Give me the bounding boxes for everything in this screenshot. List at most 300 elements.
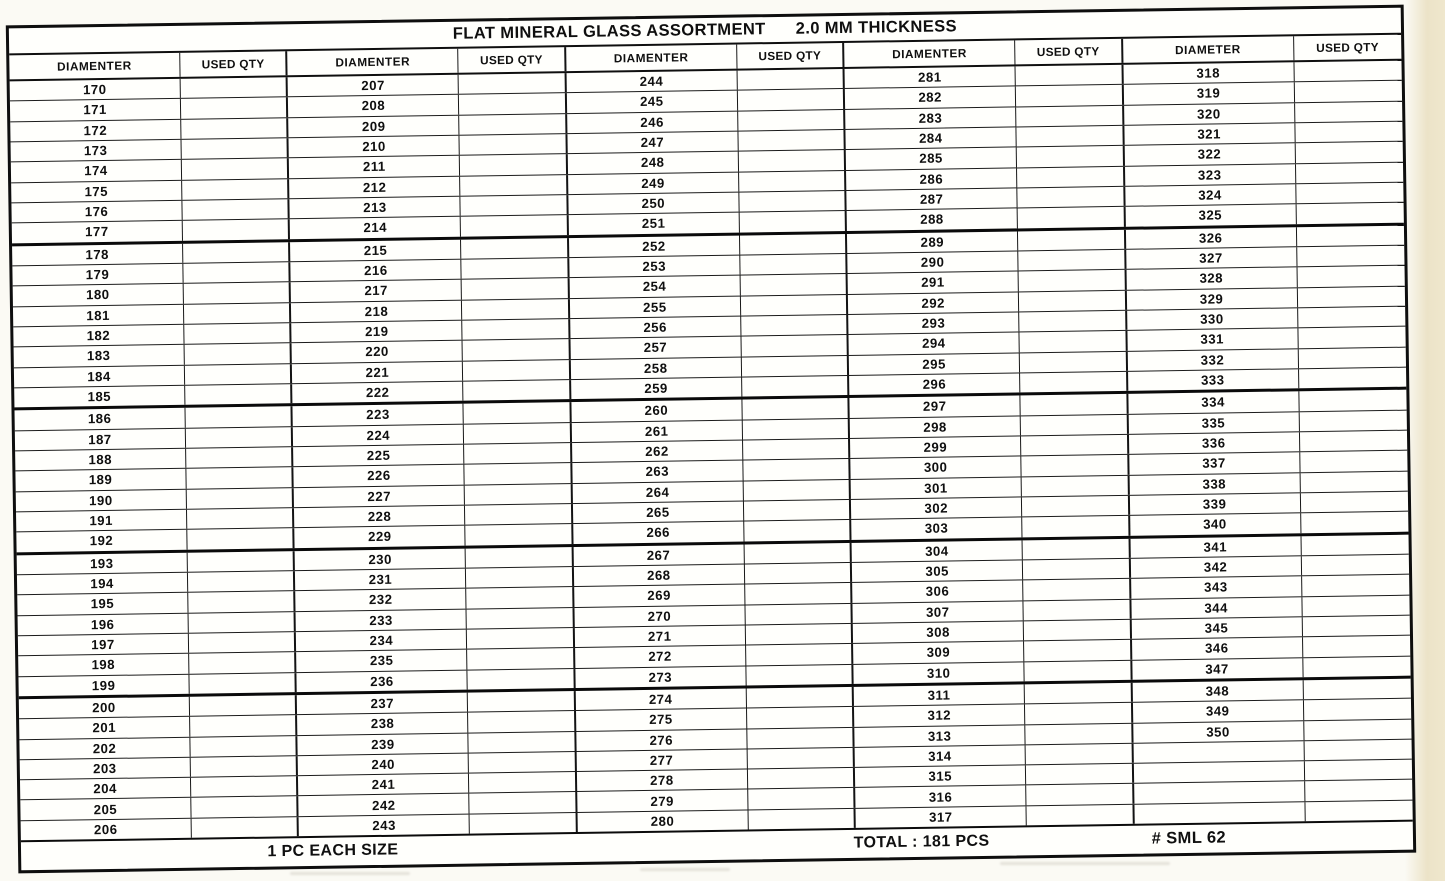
used-qty-cell — [742, 376, 850, 397]
diameter-cell: 346 — [1132, 637, 1303, 659]
diameter-cell: 333 — [1128, 369, 1299, 391]
diameter-cell: 323 — [1125, 164, 1296, 186]
diameter-cell: 207 — [288, 75, 459, 97]
diameter-cell: 193 — [17, 552, 188, 574]
used-qty-cell — [1027, 805, 1135, 826]
used-qty-cell — [1304, 760, 1412, 781]
diameter-cell: 175 — [11, 180, 182, 202]
diameter-cell: 196 — [18, 613, 189, 635]
used-qty-cell — [1300, 451, 1408, 472]
diameter-cell: 194 — [17, 573, 188, 595]
used-qty-cell — [1024, 620, 1132, 641]
used-qty-cell — [745, 603, 853, 624]
used-qty-cell — [464, 402, 572, 423]
diameter-cell: 347 — [1132, 658, 1303, 680]
diameter-cell: 308 — [853, 621, 1024, 643]
diameter-cell: 331 — [1127, 329, 1298, 351]
used-qty-cell — [182, 179, 290, 200]
used-qty-cell — [1301, 555, 1409, 576]
used-qty-cell — [460, 114, 568, 135]
diameter-cell: 344 — [1131, 597, 1302, 619]
used-qty-cell — [190, 695, 298, 716]
used-qty-cell — [188, 551, 296, 572]
used-qty-cell — [738, 130, 846, 151]
diameter-cell: 172 — [10, 119, 181, 141]
used-qty-cell — [1304, 719, 1412, 740]
diameter-cell: 218 — [291, 300, 462, 322]
used-qty-cell — [1300, 492, 1408, 513]
used-qty-cell — [1019, 311, 1127, 332]
used-qty-cell — [743, 439, 851, 460]
diameter-cell: 279 — [577, 790, 748, 812]
used-qty-cell — [460, 154, 568, 175]
used-qty-cell — [461, 195, 569, 216]
used-qty-cell — [469, 772, 577, 793]
assortment-sheet — [6, 5, 1416, 874]
used-qty-cell — [468, 711, 576, 732]
diameter-cell: 315 — [855, 766, 1026, 788]
diameter-cell: 270 — [574, 605, 745, 627]
used-qty-cell — [181, 118, 289, 139]
used-qty-cell — [1026, 784, 1134, 805]
diameter-cell: 242 — [299, 794, 470, 816]
diameter-cell: 288 — [847, 209, 1018, 231]
diameter-cell: 260 — [571, 400, 742, 422]
used-qty-cell — [748, 768, 856, 789]
diameter-cell: 248 — [568, 152, 739, 174]
used-qty-cell — [744, 542, 852, 563]
used-qty-cell — [747, 727, 855, 748]
diameter-cell: 310 — [854, 662, 1025, 684]
used-qty-cell — [466, 547, 574, 568]
diameter-cell: 273 — [575, 666, 746, 688]
used-qty-cell — [1302, 616, 1410, 637]
used-qty-cell — [468, 669, 576, 690]
used-qty-cell — [737, 69, 845, 90]
used-qty-cell — [1016, 85, 1124, 106]
used-qty-cell — [462, 299, 570, 320]
diameter-cell: 322 — [1124, 144, 1295, 166]
footer-each-size: 1 PC EACH SIZE — [267, 841, 399, 861]
used-qty-cell — [189, 632, 297, 653]
used-qty-cell — [467, 587, 575, 608]
diameter-cell: 350 — [1133, 721, 1304, 743]
used-qty-cell — [1296, 183, 1404, 204]
diameter-cell: 321 — [1124, 123, 1295, 145]
diameter-cell: 237 — [297, 692, 468, 714]
diameter-cell: 240 — [298, 753, 469, 775]
diameter-cell: 332 — [1127, 349, 1298, 371]
diameter-cell: 200 — [19, 697, 190, 719]
used-qty-cell — [465, 504, 573, 525]
diameter-cell: 311 — [854, 684, 1025, 706]
used-qty-cell — [746, 624, 854, 645]
diameter-cell: 197 — [18, 634, 189, 656]
diameter-cell: 230 — [295, 548, 466, 570]
used-qty-cell — [1295, 122, 1403, 143]
used-qty-cell — [1304, 699, 1412, 720]
diameter-cell: 227 — [294, 485, 465, 507]
diameter-cell: 262 — [572, 440, 743, 462]
diameter-cell: 319 — [1123, 83, 1294, 105]
diameter-cell: 195 — [17, 593, 188, 615]
header-diameter-2: DIAMENTER — [288, 49, 459, 76]
used-qty-cell — [1021, 394, 1129, 415]
diameter-cell: 256 — [570, 316, 741, 338]
used-qty-cell — [1298, 307, 1406, 328]
diameter-cell: 178 — [12, 243, 183, 265]
diameter-cell: 258 — [571, 357, 742, 379]
used-qty-cell — [1301, 512, 1409, 533]
used-qty-cell — [188, 591, 296, 612]
diameter-cell: 301 — [851, 477, 1022, 499]
used-qty-cell — [462, 258, 570, 279]
used-qty-cell — [464, 380, 572, 401]
diameter-cell: 284 — [846, 127, 1017, 149]
diameter-cell: 282 — [845, 87, 1016, 109]
used-qty-cell — [746, 664, 854, 685]
diameter-cell: 224 — [293, 424, 464, 446]
used-qty-cell — [1298, 327, 1406, 348]
used-qty-cell — [1297, 266, 1405, 287]
diameter-cell: 278 — [577, 770, 748, 792]
diameter-cell: 257 — [570, 337, 741, 359]
used-qty-cell — [1025, 660, 1133, 681]
diameter-cell: 325 — [1125, 205, 1296, 227]
used-qty-cell — [190, 715, 298, 736]
used-qty-cell — [1297, 286, 1405, 307]
used-qty-cell — [187, 488, 295, 509]
diameter-cell: 349 — [1133, 700, 1304, 722]
diameter-cell: 283 — [845, 107, 1016, 129]
diameter-cell: 327 — [1126, 247, 1297, 269]
diameter-cell: 245 — [567, 91, 738, 113]
used-qty-cell — [1301, 534, 1409, 555]
used-qty-cell — [745, 563, 853, 584]
used-qty-cell — [1302, 575, 1410, 596]
used-qty-cell — [184, 282, 292, 303]
used-qty-cell — [459, 73, 567, 94]
diameter-cell: 210 — [289, 136, 460, 158]
diameter-cell: 252 — [569, 235, 740, 257]
used-qty-cell — [1296, 203, 1404, 224]
diameter-cell: 209 — [289, 115, 460, 137]
diameter-cell: 292 — [848, 292, 1019, 314]
used-qty-cell — [739, 171, 847, 192]
used-qty-cell — [1295, 101, 1403, 122]
used-qty-cell — [466, 524, 574, 545]
diameter-cell: 302 — [851, 497, 1022, 519]
diameter-cell: 199 — [18, 674, 189, 696]
used-qty-cell — [739, 211, 847, 232]
diameter-cell: 261 — [572, 420, 743, 442]
diameter-cell: 306 — [852, 581, 1023, 603]
diameter-cell: 233 — [296, 609, 467, 631]
diameter-cell: 221 — [292, 361, 463, 383]
used-qty-cell — [1022, 496, 1130, 517]
diameter-cell: 220 — [292, 341, 463, 363]
diameter-cell: 312 — [854, 705, 1025, 727]
diameter-cell: 341 — [1130, 536, 1301, 558]
used-qty-cell — [740, 234, 848, 255]
diameter-cell: 303 — [851, 518, 1022, 540]
used-qty-cell — [464, 423, 572, 444]
diameter-cell: 274 — [576, 688, 747, 710]
diameter-cell: 228 — [294, 506, 465, 528]
used-qty-cell — [468, 691, 576, 712]
used-qty-cell — [189, 612, 297, 633]
used-qty-cell — [746, 644, 854, 665]
used-qty-cell — [191, 776, 299, 797]
used-qty-cell — [741, 295, 849, 316]
diameter-cell: 223 — [293, 404, 464, 426]
diameter-cell: 211 — [289, 156, 460, 178]
diameter-cell: 300 — [851, 457, 1022, 479]
used-qty-cell — [743, 419, 851, 440]
diameter-cell: 304 — [852, 540, 1023, 562]
diameter-cell: 263 — [572, 461, 743, 483]
used-qty-cell — [468, 648, 576, 669]
used-qty-cell — [1016, 105, 1124, 126]
diameter-cell: 269 — [574, 585, 745, 607]
used-qty-cell — [747, 748, 855, 769]
diameter-cell: 186 — [15, 408, 186, 430]
used-qty-cell — [1023, 579, 1131, 600]
used-qty-cell — [743, 459, 851, 480]
used-qty-cell — [1019, 270, 1127, 291]
used-qty-cell — [192, 817, 300, 838]
used-qty-cell — [1017, 166, 1125, 187]
diameter-cell: 203 — [20, 758, 191, 780]
used-qty-cell — [465, 463, 573, 484]
diameter-cell: 317 — [856, 806, 1027, 828]
used-qty-cell — [464, 443, 572, 464]
diameter-cell: 184 — [14, 365, 185, 387]
diameter-cell: 320 — [1124, 103, 1295, 125]
diameter-cell: 342 — [1130, 556, 1301, 578]
footer-total: TOTAL : 181 PCS — [853, 832, 990, 852]
diameter-cell: 299 — [850, 436, 1021, 458]
title-thickness: 2.0 MM THICKNESS — [795, 17, 958, 38]
used-qty-cell — [1022, 516, 1130, 537]
diameter-cell: 264 — [572, 481, 743, 503]
used-qty-cell — [1017, 146, 1125, 167]
used-qty-cell — [1294, 61, 1402, 82]
diameter-cell: 324 — [1125, 184, 1296, 206]
diameter-cell: 314 — [855, 745, 1026, 767]
diameter-cell: 272 — [575, 646, 746, 668]
used-qty-cell — [1020, 351, 1128, 372]
diameter-cell: 219 — [292, 321, 463, 343]
scan-smudge — [640, 868, 730, 871]
used-qty-cell — [183, 220, 291, 241]
diameter-cell: 255 — [570, 296, 741, 318]
diameter-cell: 313 — [854, 725, 1025, 747]
diameter-cell: 205 — [20, 798, 191, 820]
diameter-cell: 265 — [573, 501, 744, 523]
used-qty-cell — [1297, 246, 1405, 267]
used-qty-cell — [463, 360, 571, 381]
diameter-cell: 171 — [10, 99, 181, 121]
used-qty-cell — [1025, 723, 1133, 744]
used-qty-cell — [191, 797, 299, 818]
used-qty-cell — [469, 732, 577, 753]
diameter-cell: 290 — [847, 251, 1018, 273]
diameter-cell: 188 — [15, 449, 186, 471]
diameter-cell: 190 — [16, 489, 187, 511]
diameter-cell: 231 — [295, 569, 466, 591]
diameter-cell: 276 — [576, 729, 747, 751]
diameter-cell: 222 — [293, 382, 464, 404]
diameter-cell: 307 — [853, 601, 1024, 623]
diameter-cell: 259 — [571, 377, 742, 399]
used-qty-cell — [185, 406, 293, 427]
used-qty-cell — [183, 242, 291, 263]
used-qty-cell — [187, 528, 295, 549]
used-qty-cell — [1021, 455, 1129, 476]
used-qty-cell — [183, 262, 291, 283]
diameter-cell: 246 — [567, 111, 738, 133]
used-qty-cell — [182, 159, 290, 180]
used-qty-cell — [467, 628, 575, 649]
diameter-cell: 243 — [299, 814, 470, 836]
diameter-cell: 251 — [568, 213, 739, 235]
used-qty-cell — [1023, 559, 1131, 580]
diameter-cell: 244 — [566, 71, 737, 93]
used-qty-cell — [181, 98, 289, 119]
diameter-cell: 239 — [298, 733, 469, 755]
diameter-cell: 339 — [1129, 493, 1300, 515]
diameter-cell: 234 — [296, 629, 467, 651]
footer-ref-number: # SML 62 — [1151, 828, 1227, 848]
diameter-cell: 285 — [846, 148, 1017, 170]
used-qty-cell — [1299, 368, 1407, 389]
used-qty-cell — [742, 356, 850, 377]
used-qty-cell — [1018, 187, 1126, 208]
diameter-cell: 295 — [849, 353, 1020, 375]
header-used-qty-3: USED QTY — [737, 43, 845, 69]
diameter-cell: 334 — [1128, 392, 1299, 414]
diameter-cell: 232 — [296, 589, 467, 611]
used-qty-cell — [748, 788, 856, 809]
used-qty-cell — [470, 813, 578, 834]
used-qty-cell — [459, 93, 567, 114]
diameter-cell: 275 — [576, 709, 747, 731]
used-qty-cell — [1304, 739, 1412, 760]
used-qty-cell — [1303, 678, 1411, 699]
used-qty-cell — [1300, 471, 1408, 492]
used-qty-cell — [1295, 142, 1403, 163]
diameter-cell: 330 — [1127, 308, 1298, 330]
diameter-cell: 316 — [855, 786, 1026, 808]
used-qty-cell — [469, 752, 577, 773]
used-qty-cell — [745, 583, 853, 604]
diameter-cell: 348 — [1132, 680, 1303, 702]
diameter-cell: 338 — [1129, 473, 1300, 495]
diameter-cell: 212 — [289, 176, 460, 198]
used-qty-cell — [185, 364, 293, 385]
diameter-cell: 174 — [11, 160, 182, 182]
used-qty-cell — [190, 736, 298, 757]
used-qty-cell — [1021, 414, 1129, 435]
used-qty-cell — [189, 673, 297, 694]
diameter-cell: 217 — [291, 280, 462, 302]
scan-smudge — [1000, 862, 1170, 865]
diameter-cell: 202 — [19, 737, 190, 759]
diameter-cell: 235 — [297, 650, 468, 672]
diameter-cell: 187 — [15, 428, 186, 450]
used-qty-cell — [467, 608, 575, 629]
diameter-cell: 287 — [847, 188, 1018, 210]
diameter-cell: 250 — [568, 193, 739, 215]
diameter-cell: 179 — [12, 264, 183, 286]
used-qty-cell — [1018, 207, 1126, 228]
used-qty-cell — [1022, 475, 1130, 496]
diameter-cell: 173 — [11, 140, 182, 162]
header-used-qty-5: USED QTY — [1316, 40, 1380, 55]
used-qty-cell — [738, 110, 846, 131]
used-qty-cell — [1021, 435, 1129, 456]
used-qty-cell — [182, 138, 290, 159]
used-qty-cell — [1303, 656, 1411, 677]
used-qty-cell — [1294, 81, 1402, 102]
diameter-cell: 177 — [12, 221, 183, 243]
used-qty-cell — [747, 687, 855, 708]
header-diameter-4: DIAMENTER — [844, 40, 1015, 67]
used-qty-cell — [463, 319, 571, 340]
used-qty-cell — [1016, 65, 1124, 86]
used-qty-cell — [466, 567, 574, 588]
diameter-cell: 345 — [1131, 617, 1302, 639]
diameter-cell: 216 — [291, 260, 462, 282]
used-qty-cell — [1305, 780, 1413, 801]
used-qty-cell — [1297, 225, 1405, 246]
used-qty-cell — [1303, 636, 1411, 657]
diameter-cell: 293 — [848, 312, 1019, 334]
diameter-cell: 192 — [16, 530, 187, 552]
used-qty-cell — [186, 447, 294, 468]
used-qty-cell — [744, 500, 852, 521]
used-qty-cell — [1019, 290, 1127, 311]
diameter-cell: 286 — [846, 168, 1017, 190]
table-body — [10, 61, 1413, 841]
diameter-cell: 170 — [10, 79, 181, 101]
used-qty-cell — [186, 467, 294, 488]
used-qty-cell — [738, 89, 846, 110]
diameter-cell: 254 — [569, 276, 740, 298]
diameter-cell: 309 — [853, 642, 1024, 664]
used-qty-cell — [1298, 347, 1406, 368]
diameter-cell: 280 — [577, 810, 748, 832]
diameter-cell — [1133, 761, 1304, 783]
diameter-cell: 185 — [14, 386, 185, 408]
header-used-qty-1: USED QTY — [180, 51, 288, 77]
diameter-cell: 268 — [574, 564, 745, 586]
used-qty-cell — [460, 134, 568, 155]
used-qty-cell — [1025, 703, 1133, 724]
used-qty-cell — [186, 427, 294, 448]
used-qty-cell — [463, 339, 571, 360]
diameter-cell: 297 — [850, 396, 1021, 418]
diameter-cell: 336 — [1129, 432, 1300, 454]
diameter-cell: 226 — [294, 465, 465, 487]
used-qty-cell — [1020, 331, 1128, 352]
diameter-cell: 266 — [573, 522, 744, 544]
used-qty-cell — [185, 343, 293, 364]
diameter-cell: 225 — [293, 445, 464, 467]
diameter-cell: 198 — [18, 654, 189, 676]
diameter-cell — [1134, 782, 1305, 804]
